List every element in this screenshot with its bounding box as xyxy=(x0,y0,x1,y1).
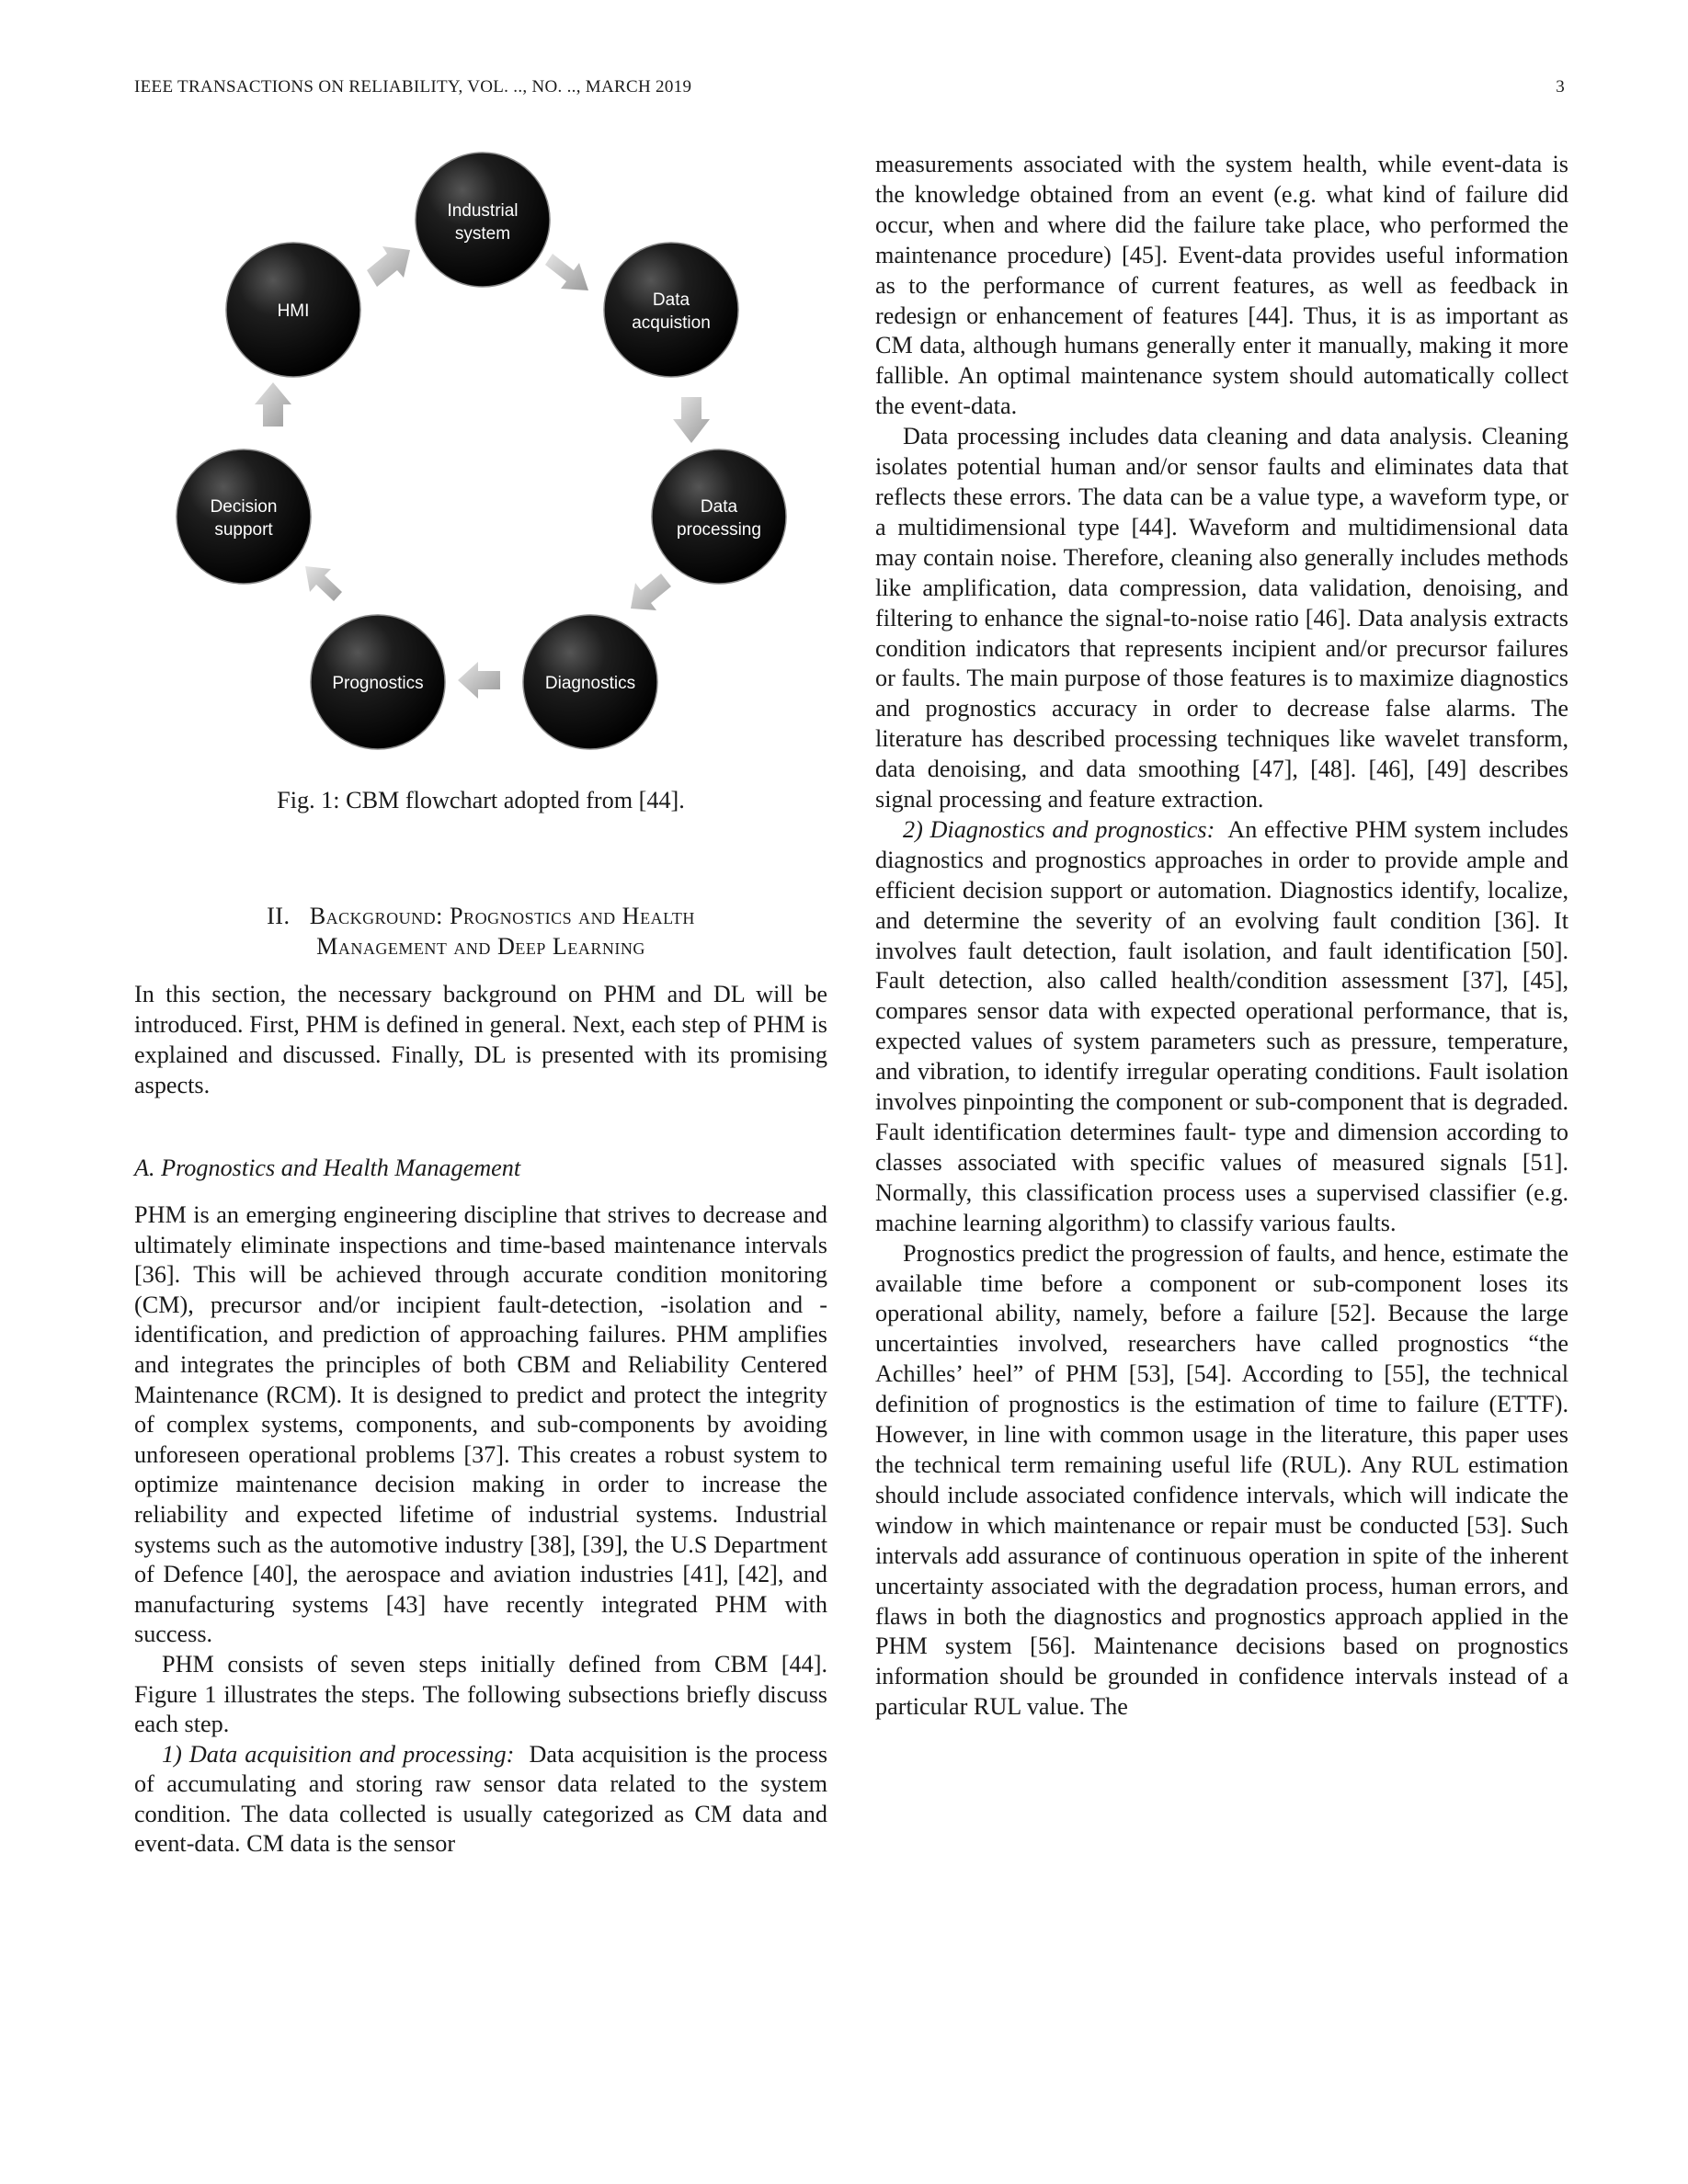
intro-paragraph: In this section, the necessary background on PHM and DL will be introduced. First, PHM is defined in general. Next, each step of PHM is explained and discussed. Finally, DL is presented with its promising aspects. xyxy=(134,981,827,1098)
section-title-line2: Management and Deep Learning xyxy=(316,933,645,960)
section-number: II. xyxy=(267,903,291,929)
journal-header: IEEE TRANSACTIONS ON RELIABILITY, VOL. .., NO. .., MARCH 2019 xyxy=(134,77,692,97)
cbm-flowchart xyxy=(134,151,827,776)
section-title-line1: Background: Prognostics and Health xyxy=(309,903,695,929)
svg-text:processing: processing xyxy=(677,520,761,540)
svg-text:HMI: HMI xyxy=(277,301,310,321)
section-heading-line1 xyxy=(134,901,827,931)
svg-text:Prognostics: Prognostics xyxy=(332,674,424,693)
node-data-acquisition xyxy=(604,243,738,377)
left-column-body xyxy=(134,1200,827,1860)
paragraph-data-processing: Data processing includes data cleaning and data analysis. Cleaning isolates potential human and/or sensor faults and eliminates data that reflects these errors. The data can be a value type, a waveform type, or a multidimensional type [44]. Waveform and multidimensional data may contain noise. Therefore, cleaning also generally includes methods like amplification, data compression, data validation, denoising, and filtering to enhance the signal-to-noise ratio [46]. Data analysis extracts condition indicators that represents incipient and/or precursor failures or faults. The main purpose of those features is to maximize diagnostics and prognostics accuracy in order to decrease false alarms. The literature has described processing techniques like wavelet transform, data denoising, and data smoothing [47], [48]. [46], [49] describes signal processing and feature extraction. xyxy=(875,423,1568,813)
paragraph-data-acquisition xyxy=(134,1740,827,1860)
svg-text:Diagnostics: Diagnostics xyxy=(544,674,636,693)
arrow-hmi-to-industrial xyxy=(367,246,410,287)
node-decision-support xyxy=(177,449,311,584)
arrow-prognostics-to-decision xyxy=(305,566,342,601)
paragraph-phm-steps: PHM consists of seven steps initially defined from CBM [44]. Figure 1 illustrates the steps. The following subsections briefly discuss each step. xyxy=(134,1650,827,1738)
paragraph-event-data: measurements associated with the system health, while event-data is the knowledge obtained from an event (e.g. what kind of failure did occur, when and where did the failure take place, who performed the maintenance procedure) [45]. Event-data provides useful information as to the performance of current features, as well as feedback in redesign or enhancement of features [44]. Thus, it is as important as CM data, although humans generally enter it manually, making it more fallible. An optimal maintenance system should automatically collect the event-data. xyxy=(875,151,1568,420)
section-heading xyxy=(134,901,827,961)
subsection-heading: A. Prognostics and Health Management xyxy=(134,1155,521,1181)
right-column-body xyxy=(875,150,1568,1723)
paragraph-heading: 2) Diagnostics and prognostics: xyxy=(903,815,1215,843)
svg-text:acquistion: acquistion xyxy=(632,313,711,333)
arrow-processing-to-diagnostics xyxy=(631,574,671,610)
arrow-acq-to-processing xyxy=(673,397,710,443)
paragraph-prognostics: Prognostics predict the progression of faults, and hence, estimate the available time before a component or sub-component loses its operational ability, namely, before a failure [52]. Because the large uncertainties involved, researchers have called prognostics “the Achilles’ heel” of PHM [53], [54]. According to [55], the technical definition of prognostics is the estimation of time to failure (ETTF). However, in line with common usage in the literature, this paper uses the technical term remaining useful life (RUL). Any RUL estimation should include associated confidence intervals, which will indicate the window in which maintenance or repair must be conducted [53]. Such intervals add assurance of continuous operation in spite of the inherent uncertainty associated with the degradation process, human errors, and flaws in both the diagnostics and prognostics approach applied in the PHM system [56]. Maintenance decisions based on prognostics information should be grounded in confidence intervals instead of a particular RUL value. The xyxy=(875,1239,1568,1721)
svg-text:Data: Data xyxy=(700,497,738,517)
arrow-diagnostics-to-prognostics xyxy=(458,662,500,699)
cbm-flowchart-figure xyxy=(134,151,827,776)
paragraph-heading: 1) Data acquisition and processing: xyxy=(162,1740,515,1768)
node-data-processing xyxy=(652,449,786,584)
node-hmi xyxy=(226,243,360,377)
section-intro xyxy=(134,980,827,1101)
node-diagnostics xyxy=(523,615,657,749)
node-prognostics xyxy=(311,615,445,749)
paragraph-body: Data acquisition is the process of accumulating and storing raw sensor data related to the system condition. The data collected is usually categorized as CM data and event-data. CM data is the sensor xyxy=(134,1740,828,1858)
svg-text:Data: Data xyxy=(652,290,690,310)
arrow-industrial-to-acq xyxy=(545,254,588,290)
figure-caption: Fig. 1: CBM flowchart adopted from [44]. xyxy=(277,787,685,813)
svg-text:support: support xyxy=(214,520,273,540)
svg-text:system: system xyxy=(454,224,511,244)
paragraph-phm-definition: PHM is an emerging engineering discipline that strives to decrease and ultimately eliminate inspections and time-based maintenance intervals [36]. This will be achieved through accurate condition monitoring (CM), precursor and/or incipient fault-detection, -isolation and -identification, and prediction of approaching failures. PHM amplifies and integrates the principles of both CBM and Reliability Centered Maintenance (RCM). It is designed to predict and protect the integrity of complex systems, components, and sub-components by avoiding unforeseen operational problems [37]. This creates a robust system to optimize maintenance decision making in order to increase the reliability and expected lifetime of industrial systems. Industrial systems such as the automotive industry [38], [39], the U.S Department of Defence [40], the aerospace and aviation industries [41], [42], and manufacturing systems [43] have recently integrated PHM with success. xyxy=(134,1201,827,1648)
page-number: 3 xyxy=(1556,77,1565,97)
node-industrial-system xyxy=(416,153,550,287)
svg-text:Decision: Decision xyxy=(210,497,278,517)
svg-text:Industrial: Industrial xyxy=(447,201,519,221)
running-header xyxy=(134,77,1565,105)
arrow-decision-to-hmi xyxy=(255,382,291,427)
paragraph-diagnostics xyxy=(875,815,1568,1239)
paragraph-body: An effective PHM system includes diagnostics and prognostics approaches in order to provide ample and efficient decision support or automation. Diagnostics identify, localize, and determine the severity of an evolving fault condition [36]. It involves fault detection, fault isolation, and fault identification [50]. Fault detection, also called health/condition assessment [37], [45], compares sensor data with expected operational performance, that is, expected values of system parameters such as pressure, temperature, and vibration, to identify irregular operating conditions. Fault isolation involves pinpointing the component or sub-component that is degraded. Fault identification determines fault- type and dimension according to classes associated with specific values of measured signals [51]. Normally, this classification process uses a supervised classifier (e.g. machine learning algorithm) to classify various faults. xyxy=(875,815,1568,1236)
